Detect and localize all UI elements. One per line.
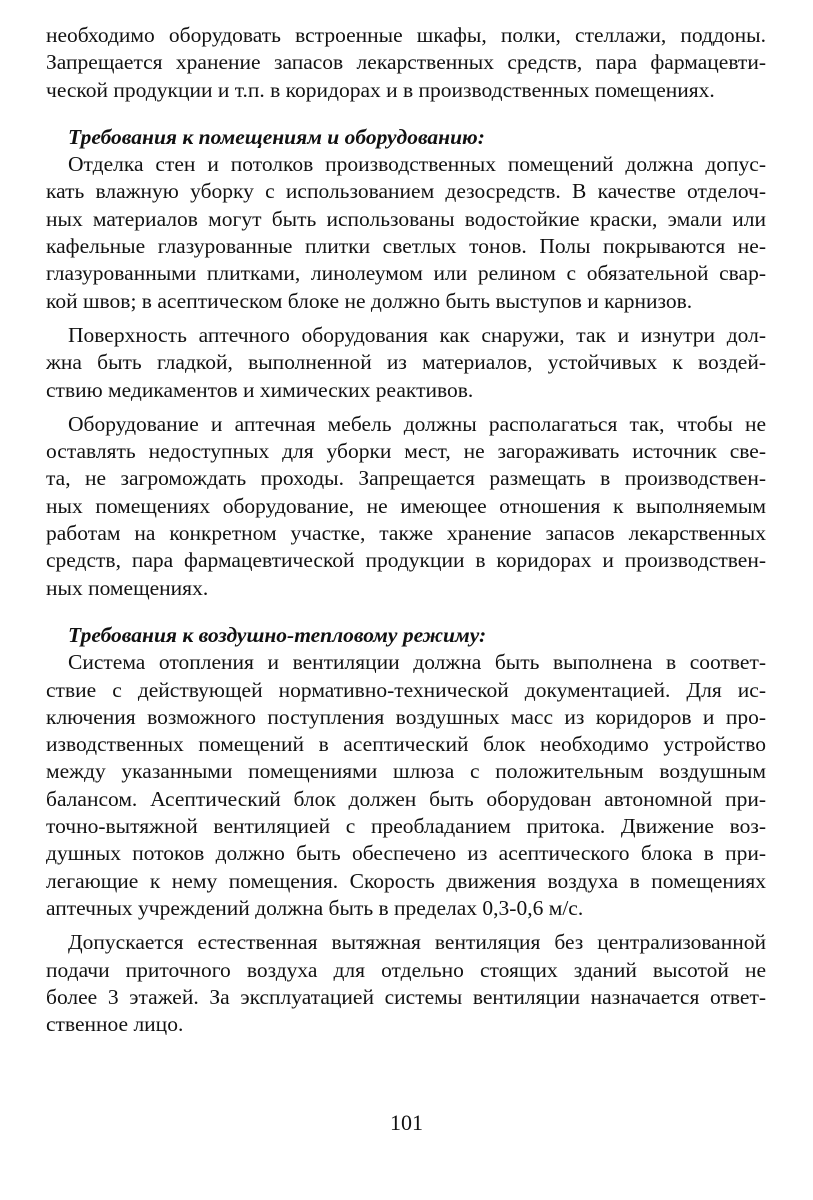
text-line: оставлять недоступных для уборки мест, не загораживать источник све- (46, 439, 766, 464)
text-line: ческой продукции и т.п. в коридорах и в производственных помещениях. (46, 77, 715, 102)
text-line: ных помещениях. (46, 575, 209, 600)
section-premises (46, 124, 766, 602)
text-line: Допускается естественная вытяжная вентиляция без централизованной (68, 930, 766, 955)
text-line: глазурованными плитками, линолеумом или релином с обязательной свар- (46, 261, 766, 286)
text-line: аптечных учреждений должна быть в пределах 0,3-0,6 м/с. (46, 895, 584, 920)
paragraph (46, 411, 766, 602)
text-line: более 3 этажей. За эксплуатацией системы вентиляции назначается ответ- (46, 984, 766, 1009)
page-body (46, 22, 766, 1038)
text-line: жна быть гладкой, выполненной из материалов, устойчивых к воздей- (46, 350, 766, 375)
text-line: средств, пара фармацевтической продукции в коридорах и производствен- (46, 548, 766, 573)
text-line: душных потоков должно быть обеспечено из асептического блока в при- (46, 841, 766, 866)
intro-paragraph (46, 22, 766, 104)
paragraph (46, 151, 766, 315)
section-heading: Требования к воздушно-тепловому режиму: (68, 622, 487, 647)
section-air-thermal (46, 622, 766, 1038)
text-line: ключения возможного поступления воздушных масс из коридоров и про- (46, 704, 766, 729)
text-line: ствию медикаментов и химических реактивов. (46, 377, 474, 402)
page-number: 101 (390, 1110, 423, 1135)
text-line: Поверхность аптечного оборудования как снаружи, так и изнутри дол- (68, 322, 766, 347)
text-line: Оборудование и аптечная мебель должны располагаться так, чтобы не (68, 411, 766, 436)
paragraph (46, 649, 766, 922)
text-line: кать влажную уборку с использованием дезосредств. В качестве отделоч- (46, 179, 766, 204)
text-line: работам на конкретном участке, также хранение запасов лекарственных (46, 521, 766, 546)
text-line: изводственных помещений в асептический блок необходимо устройство (46, 732, 766, 757)
text-line: Запрещается хранение запасов лекарственных средств, пара фармацевти- (46, 50, 766, 75)
text-line: между указанными помещениями шлюза с положительным воздушным (46, 759, 766, 784)
text-line: кой швов; в асептическом блоке не должно быть выступов и карнизов. (46, 288, 693, 313)
paragraph (46, 322, 766, 404)
text-line: необходимо оборудовать встроенные шкафы, полки, стеллажи, поддоны. (46, 23, 766, 47)
text-line: Отделка стен и потолков производственных помещений должна допус- (68, 152, 766, 177)
section-heading: Требования к помещениям и оборудованию: (68, 124, 485, 149)
text-line: ствие с действующей нормативно-технической документацией. Для ис- (46, 677, 766, 702)
text-line: та, не загромождать проходы. Запрещается размещать в производствен- (46, 466, 766, 491)
text-line: точно-вытяжной вентиляцией с преобладанием притока. Движение воз- (46, 814, 766, 839)
text-line: Система отопления и вентиляции должна быть выполнена в соответ- (68, 650, 766, 675)
text-line: ственное лицо. (46, 1012, 184, 1037)
text-line: ных материалов могут быть использованы водостойкие краски, эмали или (46, 206, 766, 231)
paragraph (46, 929, 766, 1038)
text-line: кафельные глазурованные плитки светлых тонов. Полы покрываются не- (46, 234, 766, 259)
text-line: балансом. Асептический блок должен быть оборудован автономной при- (46, 786, 766, 811)
text-line: ных помещениях оборудование, не имеющее отношения к выполняемым (46, 493, 766, 518)
text-line: легающие к нему помещения. Скорость движения воздуха в помещениях (46, 868, 766, 893)
text-line: подачи приточного воздуха для отдельно стоящих зданий высотой не (46, 957, 766, 982)
